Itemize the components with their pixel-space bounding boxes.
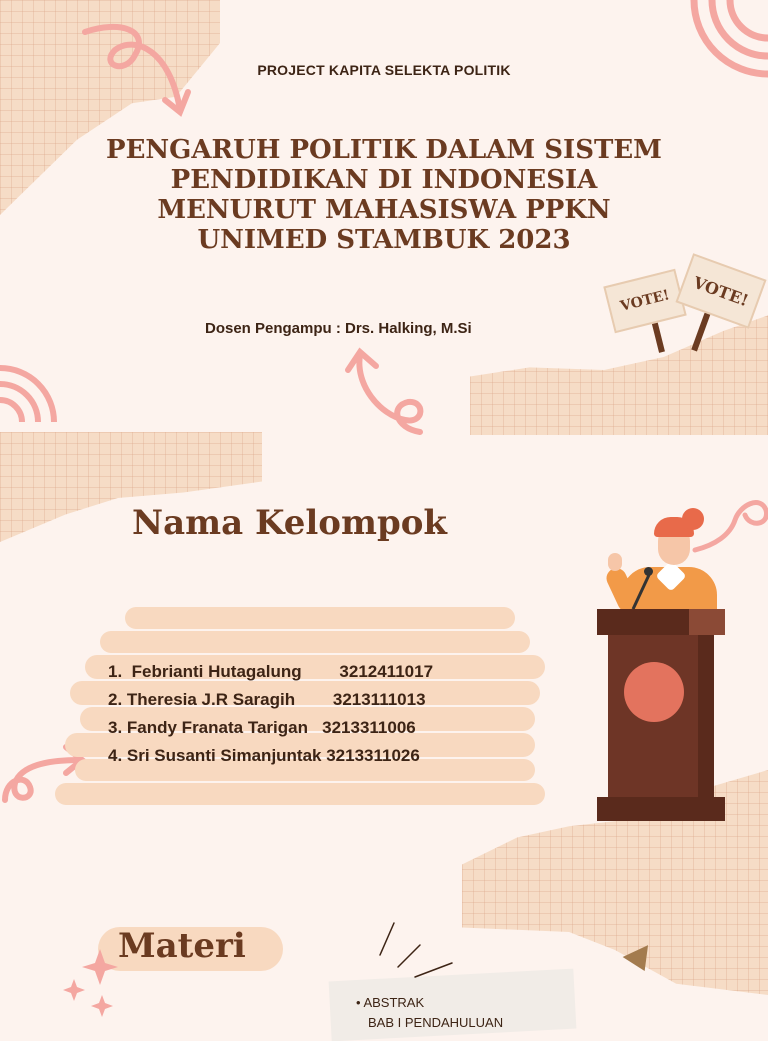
speaker-podium-illustration bbox=[590, 505, 740, 825]
materi-list bbox=[356, 993, 503, 1033]
vote-sign bbox=[603, 269, 686, 333]
brush-stroke bbox=[55, 783, 545, 805]
project-label: PROJECT KAPITA SELEKTA POLITIK bbox=[257, 62, 511, 78]
title-line: PENDIDIKAN DI INDONESIA bbox=[170, 165, 598, 195]
lecturer-label: Dosen Pengampu : Drs. Halking, M.Si bbox=[205, 320, 472, 337]
list-item: 1. Febrianti Hutagalung 3212411017 bbox=[108, 662, 434, 681]
title-line: MENURUT MAHASISWA PPKN bbox=[157, 195, 611, 225]
arcs-left bbox=[0, 360, 62, 435]
curly-arrow-icon bbox=[340, 340, 430, 435]
title-line: PENGARUH POLITIK DALAM SISTEM bbox=[106, 135, 662, 165]
list-item: BAB I PENDAHULUAN bbox=[368, 1015, 504, 1030]
podium-side bbox=[698, 635, 714, 800]
brush-stroke bbox=[100, 631, 530, 653]
list-item: • ABSTRAK bbox=[356, 995, 425, 1010]
member-list bbox=[108, 658, 433, 770]
list-item: 3. Fandy Franata Tarigan 3213311006 bbox=[108, 718, 416, 737]
vote-sign-illustration bbox=[600, 255, 768, 355]
arcs-top-right bbox=[680, 0, 768, 95]
sparkle-icon bbox=[60, 945, 120, 1020]
speaker-hand bbox=[608, 553, 622, 571]
vote-sign-text: VOTE! bbox=[690, 272, 752, 310]
list-item: 4. Sri Susanti Simanjuntak 3213311026 bbox=[108, 746, 420, 765]
brush-stroke bbox=[125, 607, 515, 629]
emphasis-lines-icon bbox=[370, 915, 460, 985]
speaker-hair-bun bbox=[682, 508, 704, 530]
podium-base bbox=[597, 797, 725, 821]
materi-heading: Materi bbox=[118, 926, 246, 966]
podium-top-accent bbox=[689, 609, 725, 635]
page-title bbox=[60, 135, 708, 255]
list-item: 2. Theresia J.R Saragih 3213111013 bbox=[108, 690, 426, 709]
vote-sign-text: VOTE! bbox=[618, 287, 672, 315]
microphone-head bbox=[644, 567, 653, 576]
group-heading: Nama Kelompok bbox=[132, 503, 447, 543]
title-line: UNIMED STAMBUK 2023 bbox=[197, 225, 571, 255]
podium-emblem bbox=[624, 662, 684, 722]
vote-sign bbox=[675, 253, 766, 329]
